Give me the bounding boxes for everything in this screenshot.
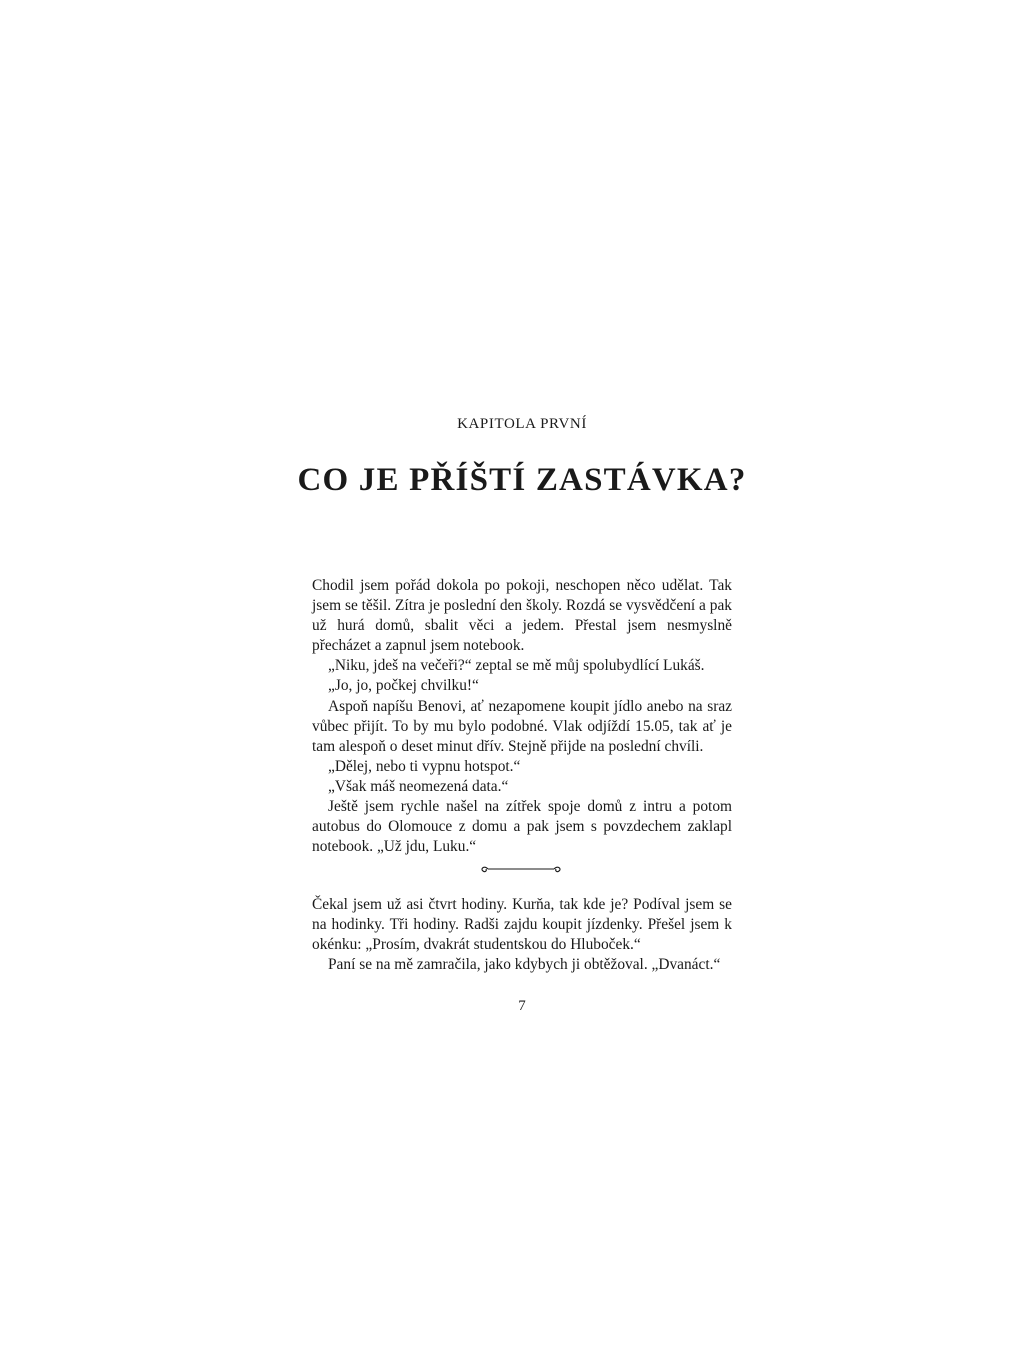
paragraph: Chodil jsem pořád dokola po pokoji, neschopen něco udělat. Tak jsem se těšil. Zítra je poslední den školy. Rozdá se vysvědčení a pak už hurá domů, sbalit věci a jedem. Přestal jsem nesmyslně přecházet a zapnul jsem notebook. <box>312 577 732 655</box>
paragraph: Ještě jsem rychle našel na zítřek spoje domů z intru a potom autobus do Olomouce z domu a pak jsem s povzdechem zaklapl notebook. „Už jdu, Luku.“ <box>312 798 732 856</box>
text-section-2 <box>312 895 732 975</box>
paragraph: Čekal jsem už asi čtvrt hodiny. Kurňa, tak kde je? Podíval jsem se na hodinky. Tři hodiny. Radši zajdu koupit jízdenky. Přešel jsem k okénku: „Prosím, dvakrát studentskou do Hluboček.“ <box>312 896 732 954</box>
paragraph: Aspoň napíšu Benovi, ať nezapomene koupit jídlo anebo na sraz vůbec přijít. To by mu bylo podobné. Vlak odjíždí 15.05, tak ať je tam alespoň o deset minut dřív. Stejně přijde na poslední chvíli. <box>312 697 732 755</box>
chapter-title: CO JE PŘÍŠTÍ ZASTÁVKA? <box>297 462 747 498</box>
paragraph: „Jo, jo, počkej chvilku!“ <box>328 677 479 695</box>
section-divider-flourish-icon <box>478 860 564 876</box>
paragraph: „Niku, jdeš na večeři?“ zeptal se mě můj spolubydlící Lukáš. <box>328 657 705 675</box>
paragraph: Paní se na mě zamračila, jako kdybych ji obtěžoval. „Dvanáct.“ <box>328 956 721 974</box>
chapter-label: KAPITOLA PRVNÍ <box>457 416 587 432</box>
page-number: 7 <box>518 998 526 1014</box>
paragraph: „Dělej, nebo ti vypnu hotspot.“ <box>328 757 521 775</box>
paragraph: „Však máš neomezená data.“ <box>328 777 509 795</box>
text-section-1 <box>312 576 732 857</box>
